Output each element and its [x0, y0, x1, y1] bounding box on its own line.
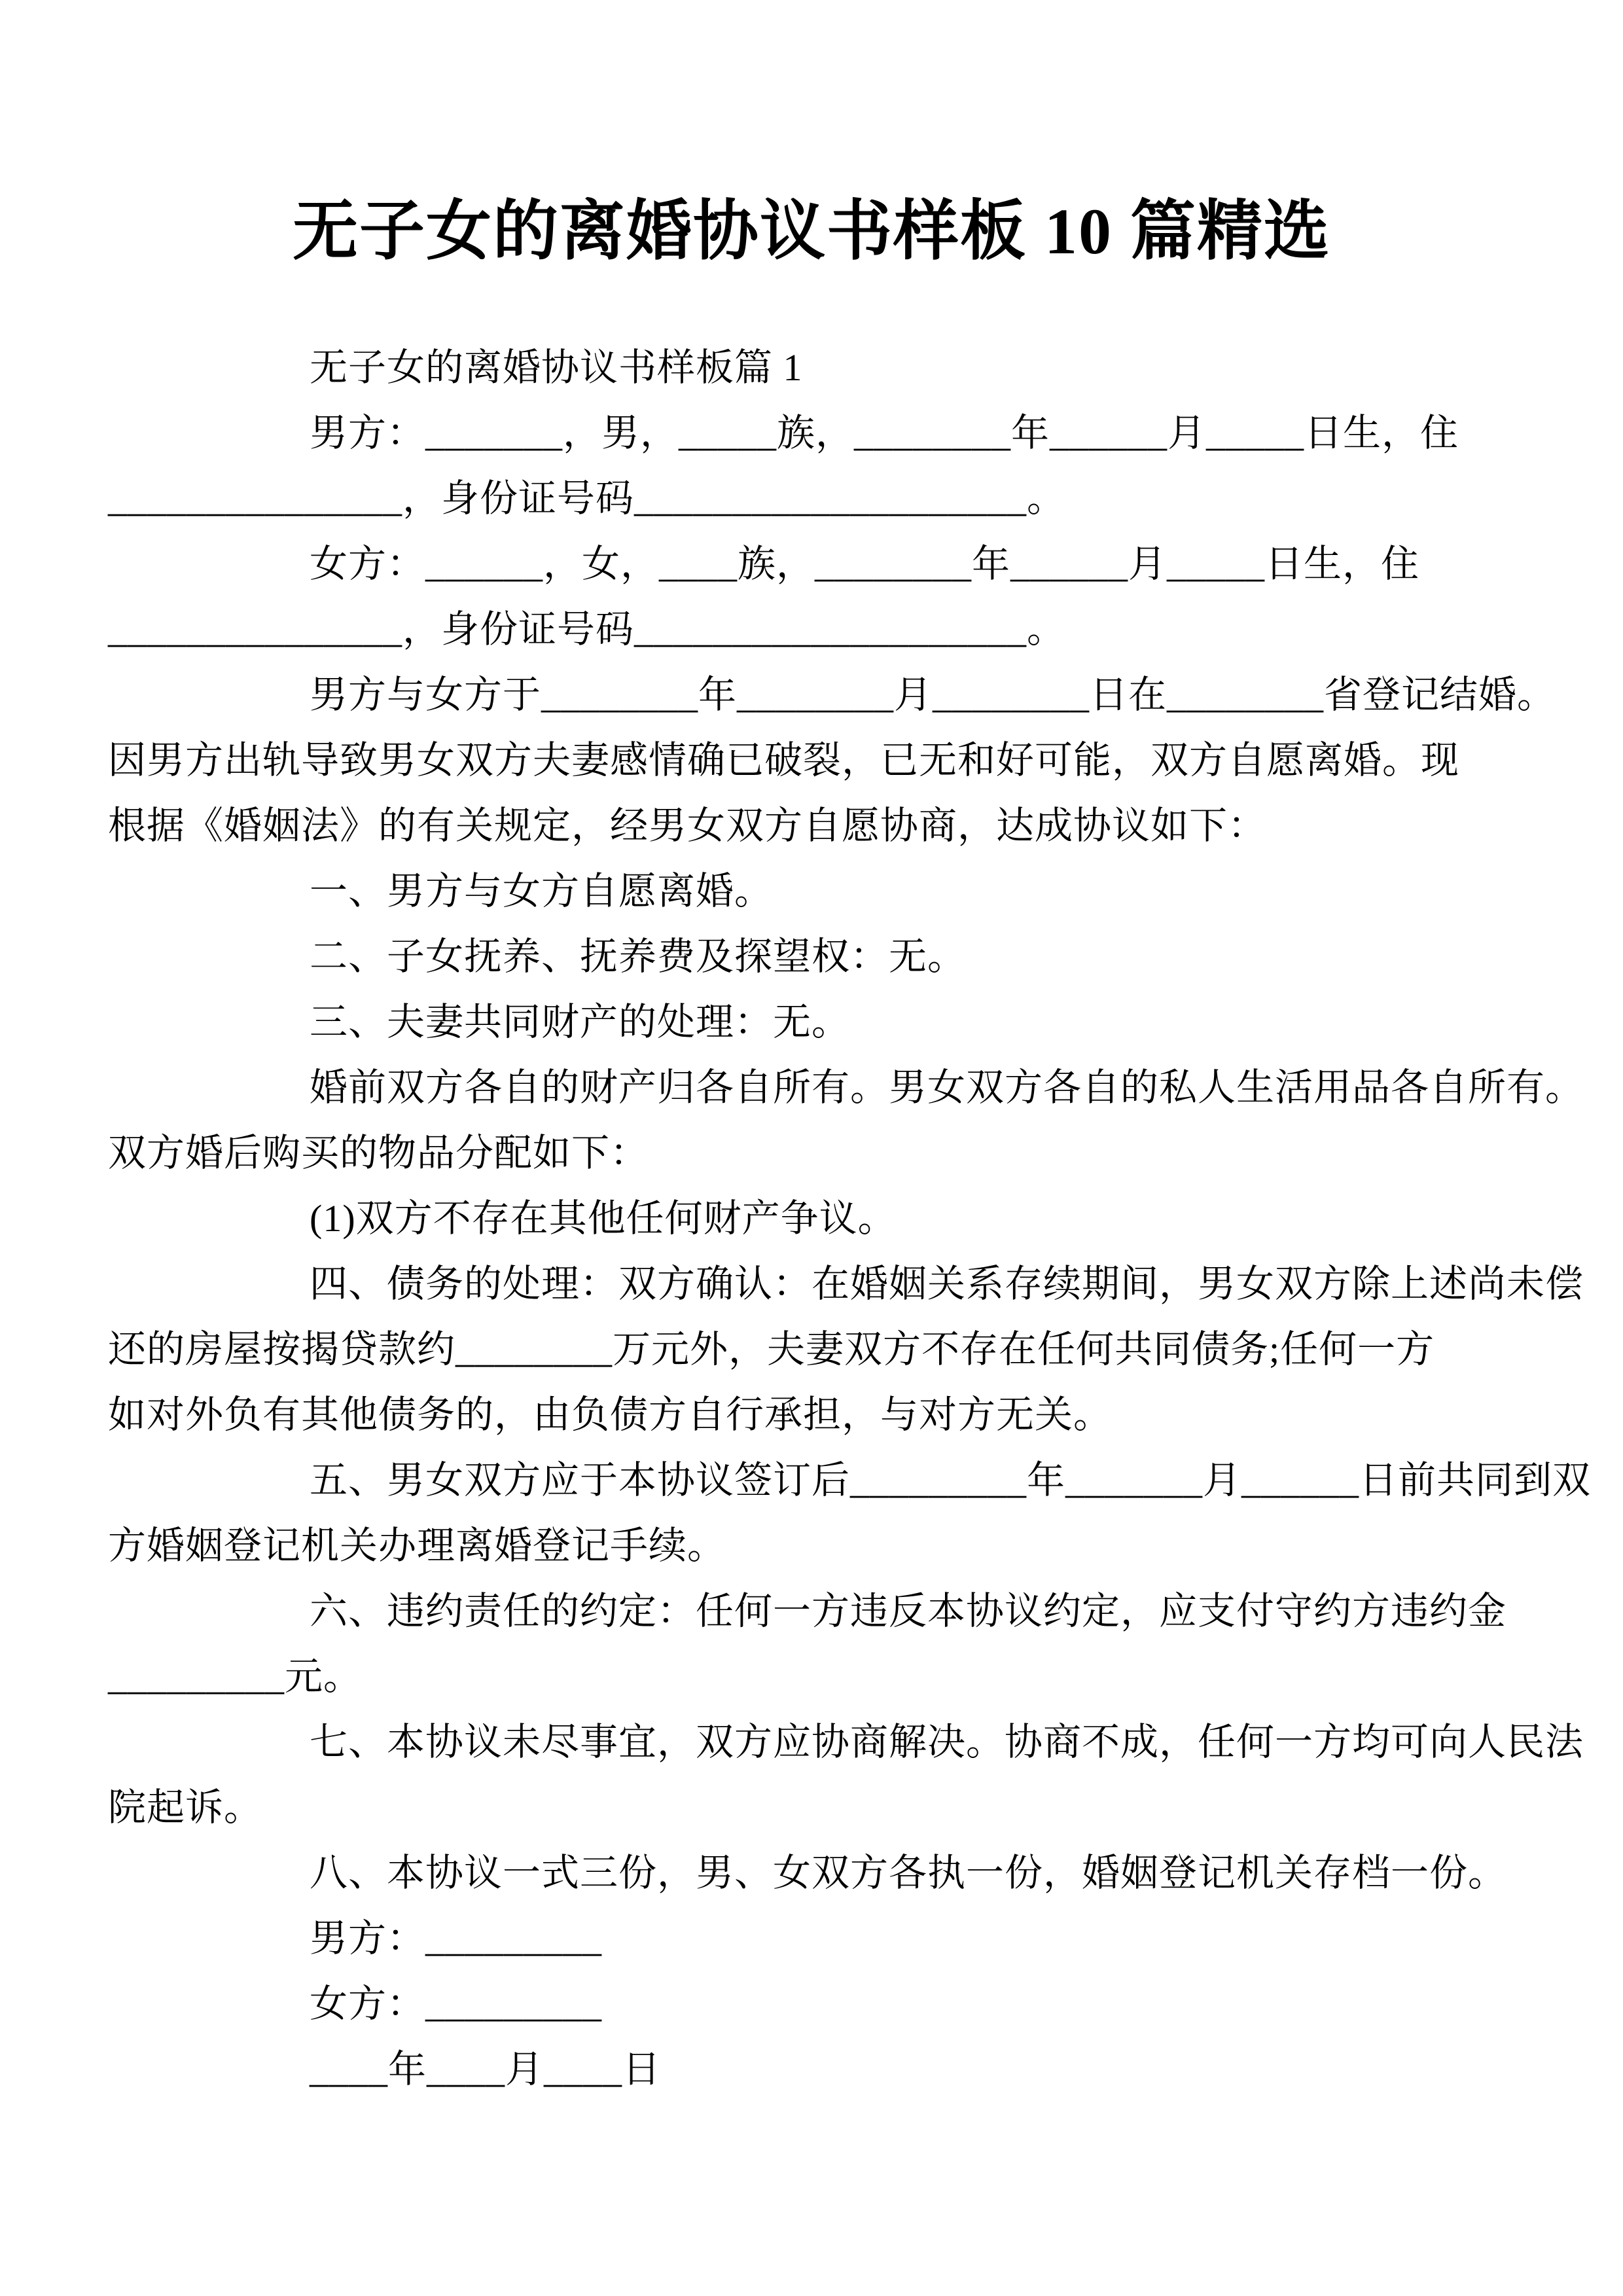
document-line: 三、夫妻共同财产的处理：无。: [310, 1001, 851, 1043]
document-line: 男方：_________: [310, 1917, 603, 1960]
document-line: 五、男女双方应于本协议签订后_________年_______月______日前共同到双: [310, 1459, 1592, 1501]
document-line: 还的房屋按揭贷款约________万元外，夫妻双方不存在任何共同债务;任何一方: [108, 1328, 1435, 1371]
document-line: 因男方出轨导致男女双方夫妻感情确已破裂，已无和好可能，双方自愿离婚。现: [108, 739, 1460, 781]
document-line: 无子女的离婚协议书样板篇 1: [310, 346, 803, 389]
document-body: [108, 335, 1592, 2102]
document-line: 方婚姻登记机关办理离婚登记手续。: [108, 1524, 726, 1567]
document-line: ____年____月____日: [310, 2048, 662, 2090]
document-line: 如对外负有其他债务的，由负债方自行承担，与对方无关。: [108, 1393, 1113, 1436]
document-title: 无子女的离婚协议书样板 10 篇精选: [293, 195, 1330, 268]
document-line: 男方与女方于________年________月________日在________省登记结婚。: [310, 673, 1556, 716]
document-line: 一、男方与女方自愿离婚。: [310, 870, 774, 912]
document-line: 双方婚后购买的物品分配如下：: [108, 1132, 649, 1174]
document-line: (1)双方不存在其他任何财产争议。: [310, 1197, 897, 1240]
document-line: 八、本协议一式三份，男、女双方各执一份，婚姻登记机关存档一份。: [310, 1852, 1507, 1894]
document-line: _________元。: [108, 1655, 363, 1698]
document-line: _______________，身份证号码____________________。: [108, 608, 1066, 651]
document-line: 六、违约责任的约定：任何一方违反本协议约定，应支付守约方违约金: [310, 1590, 1507, 1632]
document-line: 根据《婚姻法》的有关规定，经男女双方自愿协商，达成协议如下：: [108, 804, 1267, 847]
document-line: 女方：______，女，____族，________年______月_____日生，住: [310, 543, 1420, 585]
document-line: 七、本协议未尽事宜，双方应协商解决。协商不成，任何一方均可向人民法: [310, 1721, 1584, 1763]
document-line: 四、债务的处理：双方确认：在婚姻关系存续期间，男女双方除上述尚未偿: [310, 1263, 1584, 1305]
document-line: 婚前双方各自的财产归各自所有。男女双方各自的私人生活用品各自所有。: [310, 1066, 1584, 1109]
document-line: 二、子女抚养、抚养费及探望权：无。: [310, 935, 967, 978]
document-line: 院起诉。: [108, 1786, 263, 1829]
document-line: 男方：_______，男，_____族，________年______月_____日生，住: [310, 412, 1459, 454]
document-line: 女方：_________: [310, 1982, 603, 2025]
document-line: _______________，身份证号码____________________。: [108, 477, 1066, 520]
